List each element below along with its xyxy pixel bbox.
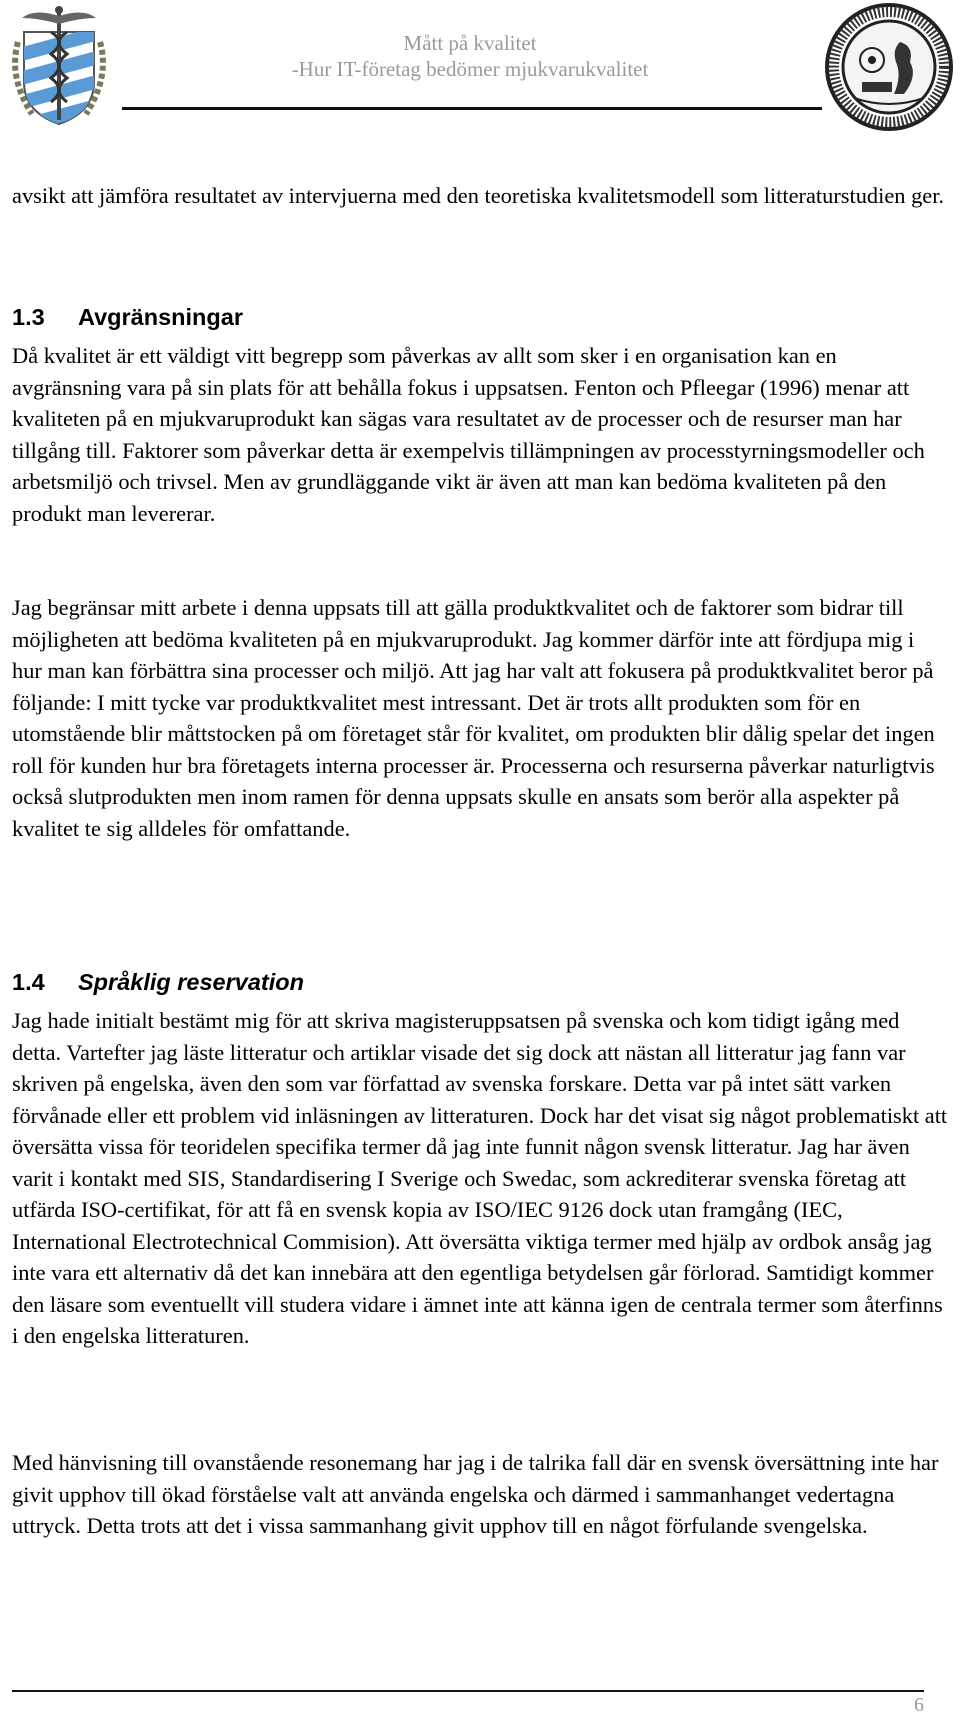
body-paragraph: Jag hade initialt bestämt mig för att skriva magisteruppsatsen på svenska och kom tidigt igång med detta. Vartefter jag läste litteratur och artiklar visade det sig dock att nästan all litteratur jag fann var skriven på engelska, även den som var författad av svenska forskare. Detta var på intet sätt varken förvånade eller ett problem vid inläsningen av litteraturen. Dock har det visat sig något problematiskt att översätta vissa för teoridelen specifika termer då jag inte funnit någon svensk litteratur. Jag har även varit i kontakt med SIS, Standardisering I Sverige och Swedac, som ackrediterar svenska företag att utfärda ISO-certifikat, för att få en svensk kopia av ISO/IEC 9126 dock utan framgång (IEC, International Electrotechnical Commision). Att översätta viktiga termer med hjälp av ordbok ansåg jag inte vara ett alternativ då det kan innebära att den egentliga betydelsen går förlorad. Samtidigt kommer den läsare som eventuellt vill studera vidare i ämnet inte att känna igen de centrala termer som återfinns i den engelska litteraturen.	[12, 1008, 948, 1348]
university-seal-icon	[822, 2, 956, 132]
header-title: Mått på kvalitet	[403, 31, 537, 55]
body-paragraph: Med hänvisning till ovanstående resonemang har jag i de talrika fall där en svensk översättning inte har givit upphov till ökad förståelse valt att använda engelska och därmed i sammanhanget vedertagna uttryck. Detta trots att det i vissa sammanhang givit upphov till en något förfulande svengelska.	[12, 1450, 939, 1538]
section-title: Avgränsningar	[78, 304, 243, 330]
section-heading	[12, 302, 243, 332]
body-paragraph: avsikt att jämföra resultatet av intervjuerna med den teoretiska kvalitetsmodell som litteraturstudien ger.	[12, 183, 945, 208]
section-number: 1.3	[12, 304, 45, 330]
section-title: Språklig reservation	[78, 969, 304, 995]
section-heading	[12, 967, 304, 997]
footer-rule	[12, 1690, 924, 1692]
header-subtitle: -Hur IT-företag bedömer mjukvarukvalitet	[291, 57, 649, 81]
page-number: 6	[914, 1694, 924, 1716]
header-rule	[122, 107, 822, 110]
caduceus-shield-logo-icon	[4, 2, 114, 132]
section-number: 1.4	[12, 969, 45, 995]
body-paragraph: Då kvalitet är ett väldigt vitt begrepp som påverkas av allt som sker i en organisation kan en avgränsning vara på sin plats för att behålla fokus i uppsatsen. Fenton och Pfleegar (1996) menar att kvaliteten på en mjukvaruprodukt kan sägas vara resultatet av de processer och de resurser man har tillgång till. Faktorer som påverkar detta är exempelvis tillämpningen av processtyrningsmodeller och arbetsmiljö och trivsel. Men av grundläggande vikt är även att man kan bedöma kvaliteten på den produkt man levererar.	[12, 343, 925, 526]
body-paragraph: Jag begränsar mitt arbete i denna uppsats till att gälla produktkvalitet och de faktorer som bidrar till möjligheten att bedöma kvaliteten på en mjukvaruprodukt. Jag kommer därför inte att fördjupa mig i hur man kan förbättra sina processer och miljö. Att jag har valt att fokusera på produktkvalitet beror på följande: I mitt tycke var produktkvalitet mest intressant. Det är trots allt produkten som för en utomstående blir måttstocken på om företaget står för kvalitet, om produkten blir dålig spelar det ingen roll för kunden hur bra företagets interna processer är. Processerna och resurserna påverkar naturligtvis också slutprodukten men inom ramen för denna uppsats skulle en ansats som berör alla aspekter på kvalitet te sig alldeles för omfattande.	[12, 595, 935, 841]
